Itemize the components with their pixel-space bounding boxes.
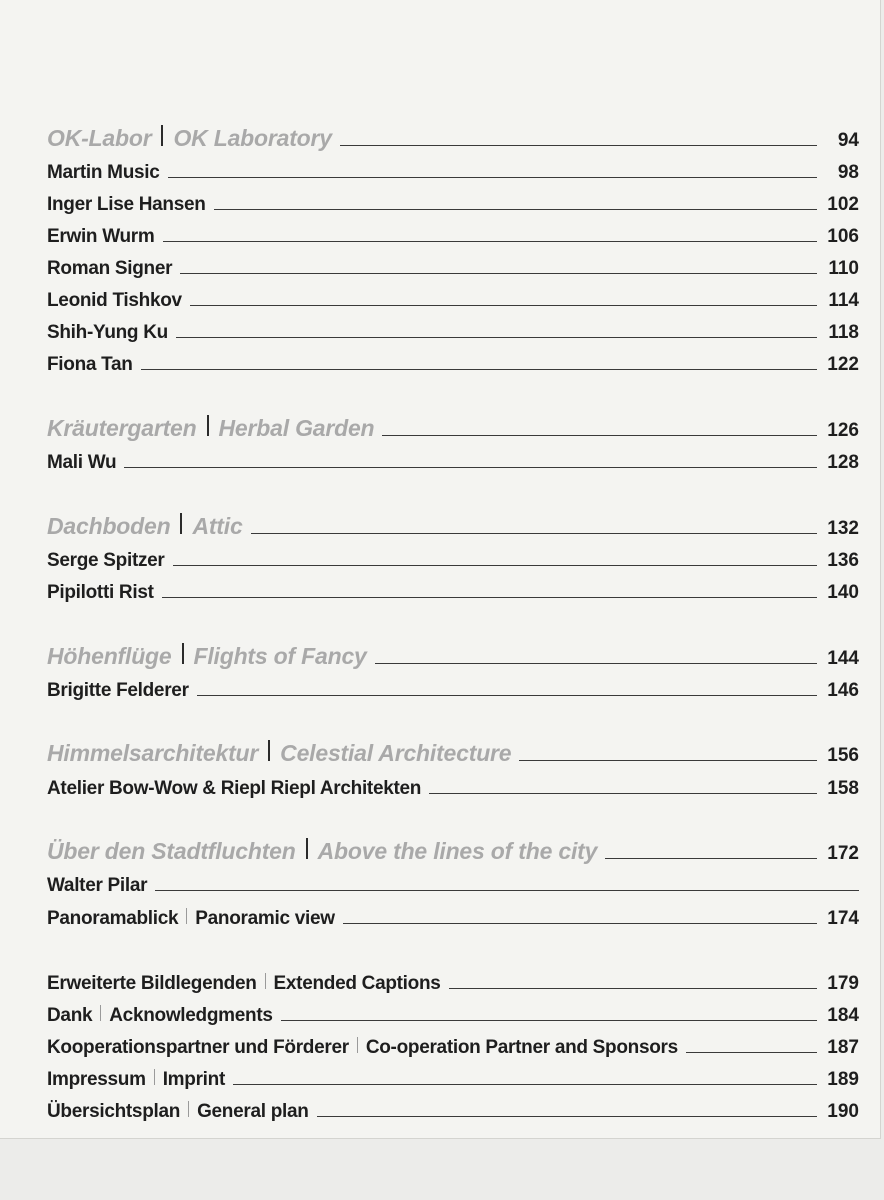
toc-entry[interactable] bbox=[47, 902, 859, 932]
toc-entry[interactable] bbox=[47, 869, 859, 899]
entry-title: Panoramablick bbox=[47, 908, 179, 929]
section-divider bbox=[180, 513, 182, 534]
entry-subtitle: Extended Captions bbox=[273, 973, 441, 994]
page-number: 189 bbox=[827, 1069, 859, 1090]
leader-line bbox=[686, 1052, 817, 1053]
leader-line bbox=[168, 177, 817, 178]
page-number: 110 bbox=[828, 258, 859, 279]
leader-line bbox=[214, 209, 817, 210]
entry-title: Erwin Wurm bbox=[47, 226, 155, 247]
toc-entry[interactable] bbox=[47, 674, 859, 704]
entry-subtitle: Panoramic view bbox=[195, 908, 335, 929]
toc-section-ok-labor[interactable] bbox=[47, 124, 859, 154]
page-number: 94 bbox=[837, 130, 859, 151]
leader-line bbox=[197, 695, 817, 696]
section-subtitle: Attic bbox=[192, 513, 243, 539]
page-number: 136 bbox=[827, 550, 859, 571]
section-title: OK-Labor bbox=[47, 125, 152, 151]
entry-title: Mali Wu bbox=[47, 452, 117, 473]
entry-divider bbox=[100, 1005, 101, 1021]
section-title: Über den Stadtfluchten bbox=[47, 838, 296, 864]
toc-entry[interactable] bbox=[47, 544, 859, 574]
leader-line bbox=[162, 597, 817, 598]
page-number: 106 bbox=[827, 226, 859, 247]
leader-line bbox=[382, 435, 817, 436]
entry-title: Inger Lise Hansen bbox=[47, 194, 206, 215]
toc-entry[interactable] bbox=[47, 316, 859, 346]
leader-line bbox=[251, 533, 817, 534]
entry-title: Walter Pilar bbox=[47, 875, 148, 896]
entry-title: Kooperationspartner und Förderer bbox=[47, 1037, 349, 1058]
entry-title: Impressum bbox=[47, 1069, 146, 1090]
page-number: 98 bbox=[837, 162, 859, 183]
page-number: 132 bbox=[827, 518, 859, 539]
leader-line bbox=[375, 663, 817, 664]
leader-line bbox=[449, 988, 817, 989]
toc-section-hoehenfluege[interactable] bbox=[47, 642, 859, 672]
section-title: Höhenflüge bbox=[47, 643, 172, 669]
entry-title: Brigitte Felderer bbox=[47, 680, 189, 701]
entry-subtitle: General plan bbox=[197, 1101, 309, 1122]
toc-entry[interactable] bbox=[47, 156, 859, 186]
section-subtitle: Celestial Architecture bbox=[280, 740, 512, 766]
section-divider bbox=[182, 643, 184, 664]
section-subtitle: OK Laboratory bbox=[173, 125, 332, 151]
page-number: 128 bbox=[827, 452, 859, 473]
page-number: 144 bbox=[827, 648, 859, 669]
toc-entry[interactable] bbox=[47, 576, 859, 606]
page-number: 184 bbox=[827, 1005, 859, 1026]
leader-line bbox=[173, 565, 817, 566]
toc-appendix-entry[interactable] bbox=[47, 1095, 859, 1125]
toc-appendix-entry[interactable] bbox=[47, 1031, 859, 1061]
toc-section-himmelsarchitektur[interactable] bbox=[47, 739, 859, 769]
toc-entry[interactable] bbox=[47, 348, 859, 378]
entry-title: Dank bbox=[47, 1005, 93, 1026]
toc-section-kraeutergarten[interactable] bbox=[47, 414, 859, 444]
entry-title: Erweiterte Bildlegenden bbox=[47, 973, 257, 994]
leader-line bbox=[605, 858, 817, 859]
entry-title: Übersichtsplan bbox=[47, 1101, 181, 1122]
entry-divider bbox=[265, 973, 266, 989]
section-title: Kräutergarten bbox=[47, 415, 197, 441]
page-number: 190 bbox=[827, 1101, 859, 1122]
page-number: 118 bbox=[828, 322, 859, 343]
toc-entry[interactable] bbox=[47, 188, 859, 218]
leader-line bbox=[155, 890, 859, 891]
entry-subtitle: Imprint bbox=[162, 1069, 225, 1090]
entry-title: Roman Signer bbox=[47, 258, 173, 279]
leader-line bbox=[180, 273, 817, 274]
section-divider bbox=[268, 740, 270, 761]
leader-line bbox=[519, 760, 817, 761]
entry-title: Serge Spitzer bbox=[47, 550, 165, 571]
toc-entry[interactable] bbox=[47, 284, 859, 314]
entry-subtitle: Co-operation Partner and Sponsors bbox=[365, 1037, 678, 1058]
leader-line bbox=[190, 305, 817, 306]
page-number: 140 bbox=[827, 582, 859, 603]
entry-title: Martin Music bbox=[47, 162, 160, 183]
leader-line bbox=[429, 793, 817, 794]
leader-line bbox=[343, 923, 817, 924]
section-subtitle: Flights of Fancy bbox=[193, 643, 367, 669]
entry-divider bbox=[188, 1101, 189, 1117]
toc-section-ueber-den-stadtfluchten[interactable] bbox=[47, 837, 859, 867]
toc-section-dachboden[interactable] bbox=[47, 512, 859, 542]
page-number: 172 bbox=[827, 843, 859, 864]
leader-line bbox=[340, 145, 817, 146]
leader-line bbox=[141, 369, 817, 370]
page-number: 174 bbox=[827, 908, 859, 929]
leader-line bbox=[317, 1116, 817, 1117]
page-number: 114 bbox=[828, 290, 859, 311]
section-divider bbox=[207, 415, 209, 436]
entry-title: Atelier Bow-Wow & Riepl Riepl Architekten bbox=[47, 778, 422, 799]
toc-entry[interactable] bbox=[47, 252, 859, 282]
toc-appendix-entry[interactable] bbox=[47, 1063, 859, 1093]
section-divider bbox=[306, 838, 308, 859]
toc-entry[interactable] bbox=[47, 446, 859, 476]
entry-title: Shih-Yung Ku bbox=[47, 322, 168, 343]
section-subtitle: Above the lines of the city bbox=[317, 838, 598, 864]
page-number: 146 bbox=[827, 680, 859, 701]
page-number: 122 bbox=[827, 354, 859, 375]
leader-line bbox=[176, 337, 817, 338]
entry-divider bbox=[186, 908, 187, 924]
leader-line bbox=[281, 1020, 817, 1021]
page-number: 179 bbox=[827, 973, 859, 994]
page-number: 126 bbox=[827, 420, 859, 441]
toc-appendix-entry[interactable] bbox=[47, 967, 859, 997]
entry-subtitle: Acknowledgments bbox=[109, 1005, 273, 1026]
toc-appendix-entry[interactable] bbox=[47, 999, 859, 1029]
leader-line bbox=[163, 241, 818, 242]
section-title: Himmelsarchitektur bbox=[47, 740, 259, 766]
toc-entry[interactable] bbox=[47, 772, 859, 802]
entry-title: Pipilotti Rist bbox=[47, 582, 154, 603]
page-number: 158 bbox=[827, 778, 859, 799]
toc-entry[interactable] bbox=[47, 220, 859, 250]
section-subtitle: Herbal Garden bbox=[218, 415, 375, 441]
entry-title: Fiona Tan bbox=[47, 354, 133, 375]
page-number: 156 bbox=[827, 745, 859, 766]
leader-line bbox=[124, 467, 817, 468]
leader-line bbox=[233, 1084, 817, 1085]
page-number: 187 bbox=[827, 1037, 859, 1058]
section-title: Dachboden bbox=[47, 513, 171, 539]
section-divider bbox=[161, 125, 163, 146]
entry-divider bbox=[154, 1069, 155, 1085]
page-number: 102 bbox=[827, 194, 859, 215]
entry-title: Leonid Tishkov bbox=[47, 290, 182, 311]
entry-divider bbox=[357, 1037, 358, 1053]
